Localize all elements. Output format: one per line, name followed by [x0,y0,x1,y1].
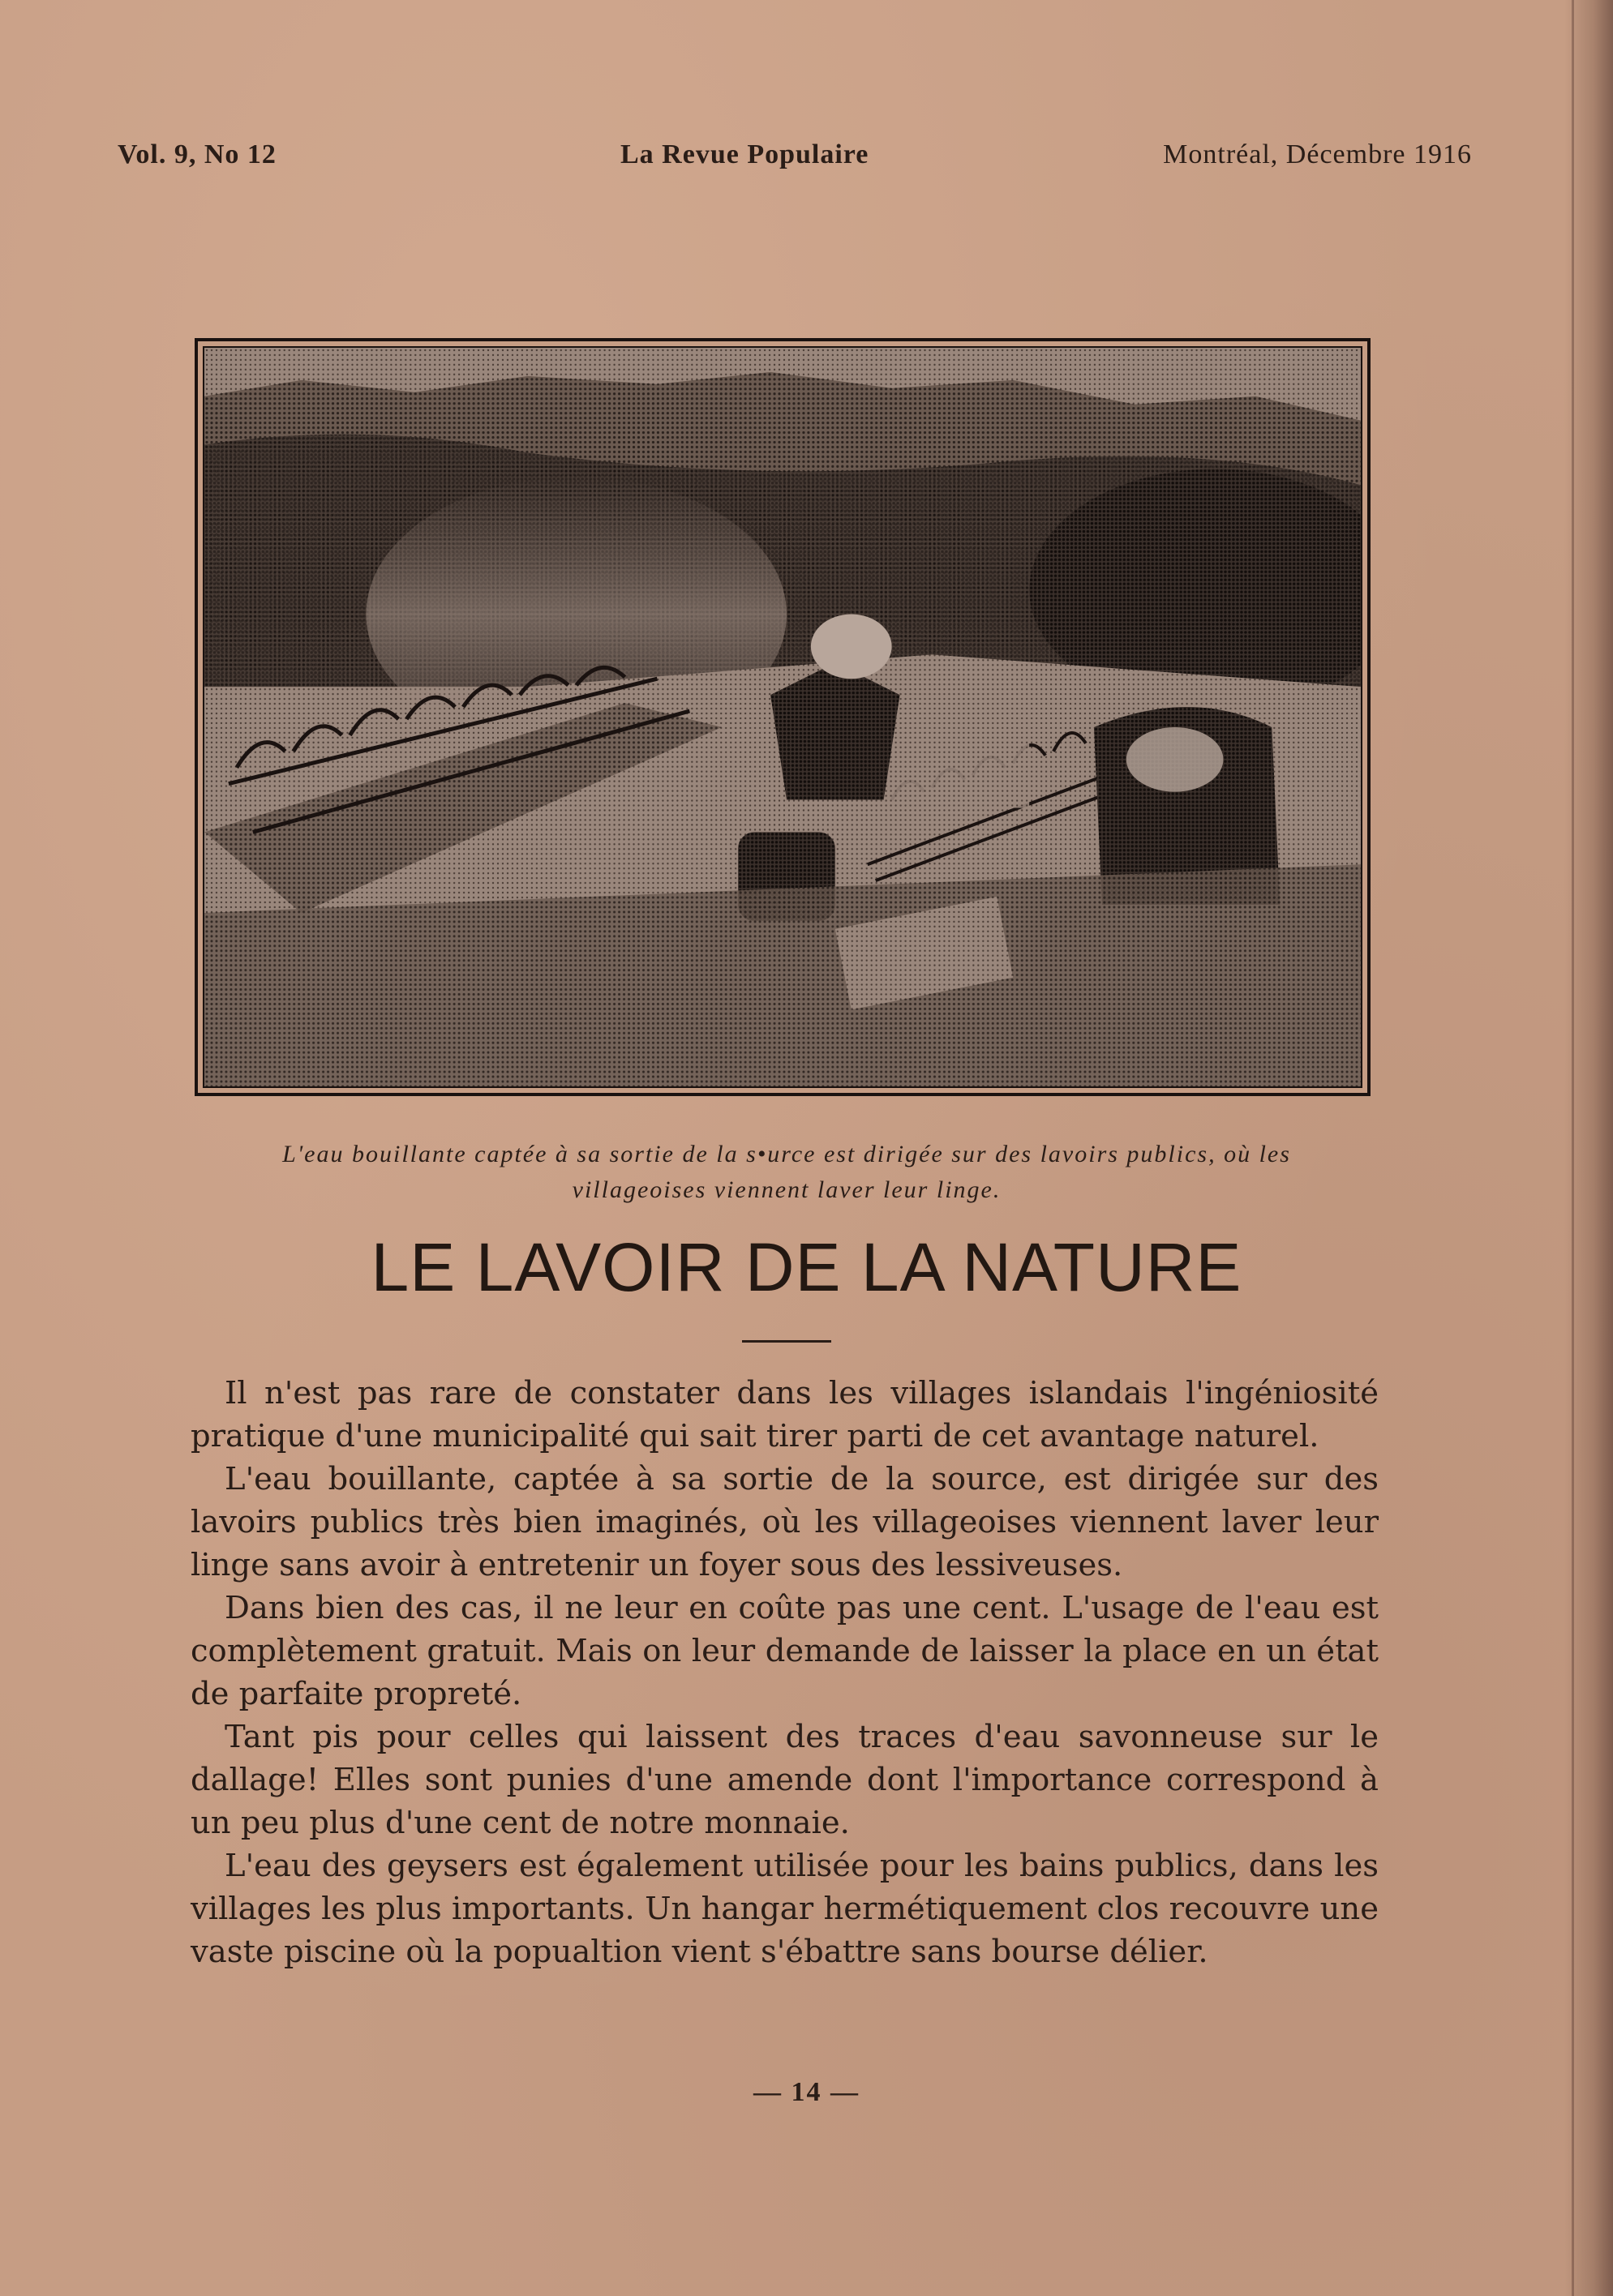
article-paragraph: L'eau des geysers est également utilisée pour les bains publics, dans les villages les plus importants. Un hangar hermétiquement clos recouvre une vaste piscine où la popualtion vient s'ébattre sans bourse délier. [191,1848,1379,1970]
article-body [191,1372,1379,1973]
photo-caption [191,1137,1383,1208]
title-divider [742,1340,831,1343]
article-paragraph: Dans bien des cas, il ne leur en coûte pas une cent. L'usage de l'eau est complètement gratuit. Mais on leur demande de laisser la place en un état de parfaite propreté. [191,1590,1379,1712]
laundry-scene-illustration [204,348,1361,1086]
place-date: Montréal, Décembre 1916 [1163,139,1472,169]
running-header [118,139,1472,180]
caption-line-2: villageoises viennent laver leur linge. [572,1176,1002,1203]
volume-number: Vol. 9, No 12 [118,139,277,169]
page-number: — 14 — [753,2077,860,2107]
article-paragraph: L'eau bouillante, captée à sa sortie de la source, est dirigée sur des lavoirs publics très bien imaginés, où les villageoises viennent laver leur linge sans avoir à entretenir un foyer sous des lessiveuses. [191,1461,1379,1583]
publication-name: La Revue Populaire [620,139,869,169]
photograph-frame [195,338,1371,1096]
photograph-icon [203,346,1362,1088]
article-paragraph: Il n'est pas rare de constater dans les villages islandais l'ingéniosité pratique d'une municipalité qui sait tirer parti de cet avantage naturel. [191,1375,1379,1454]
caption-line-1: L'eau bouillante captée à sa sortie de la s•urce est dirigée sur des lavoirs publics, où les [282,1141,1291,1167]
article-paragraph: Tant pis pour celles qui laissent des traces d'eau savonneuse sur le dallage! Elles sont punies d'une amende dont l'importance correspond à un peu plus d'une cent de notre monnaie. [191,1719,1379,1841]
article-title: LE LAVOIR DE LA NATURE [371,1229,1242,1305]
page-edge-line [1572,0,1574,2296]
